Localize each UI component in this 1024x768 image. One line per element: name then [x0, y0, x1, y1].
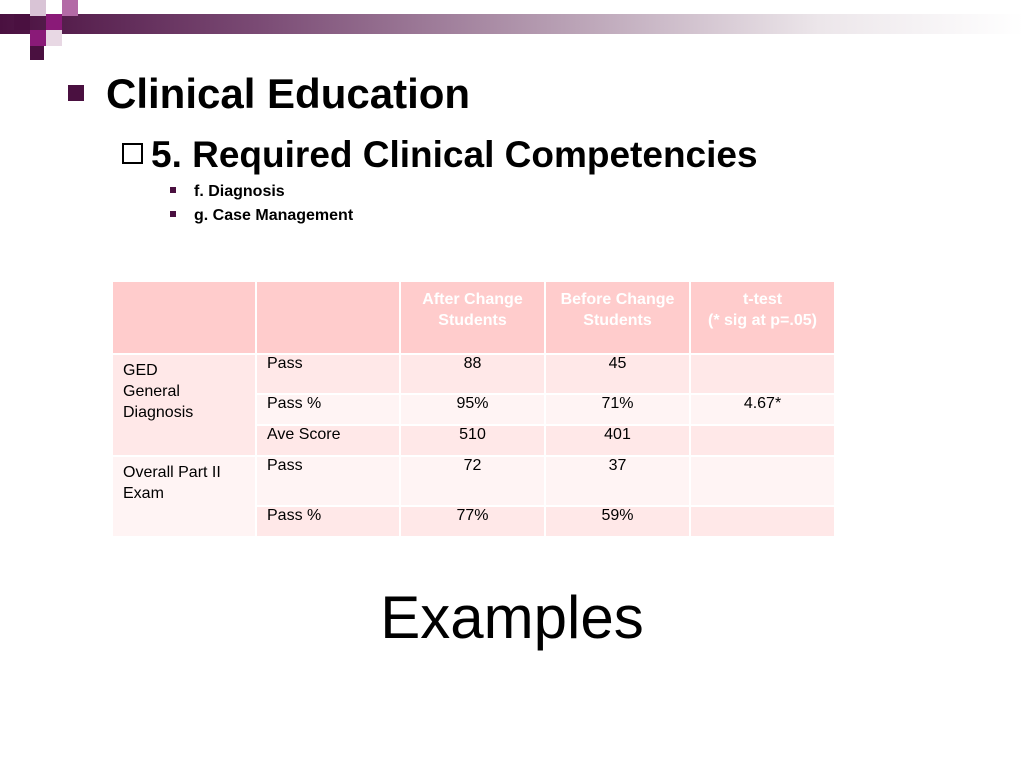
slide-heading-text: Clinical Education: [106, 70, 471, 117]
header-cell-empty: [256, 281, 400, 354]
measure-cell: Pass: [256, 354, 400, 394]
after-value-cell: 88: [400, 354, 545, 394]
header-text: Students: [438, 312, 507, 329]
decorative-square: [30, 0, 46, 16]
after-value-cell: 510: [400, 425, 545, 456]
header-text: t-test: [742, 291, 783, 308]
bullet-point-text: f. Diagnosis: [194, 183, 285, 200]
after-value-cell: 77%: [400, 506, 545, 537]
before-value-cell: 45: [545, 354, 690, 394]
header-text: After Change: [422, 291, 523, 308]
header-t-test: [690, 281, 835, 354]
after-value-cell: 95%: [400, 394, 545, 425]
category-text: Overall Part II: [123, 464, 221, 481]
table-row: [112, 354, 835, 394]
ttest-value-cell: [690, 354, 835, 394]
measure-cell: Pass %: [256, 506, 400, 537]
table-header-row: [112, 281, 835, 354]
header-before-change: [545, 281, 690, 354]
decorative-square: [30, 46, 44, 60]
table-row: [112, 456, 835, 506]
decorative-square: [30, 30, 46, 46]
category-cell: [112, 354, 256, 456]
before-value-cell: 59%: [545, 506, 690, 537]
category-text: Exam: [123, 485, 164, 502]
square-bullet-icon: [68, 85, 84, 101]
measure-cell: Ave Score: [256, 425, 400, 456]
after-value-cell: 72: [400, 456, 545, 506]
measure-cell: Pass: [256, 456, 400, 506]
ttest-value-cell: [690, 456, 835, 506]
bullet-point: [170, 183, 285, 201]
header-text: (* sig at p=.05): [708, 312, 817, 329]
examples-caption: Examples: [380, 584, 644, 651]
category-text: General: [123, 383, 180, 400]
measure-cell: Pass %: [256, 394, 400, 425]
ttest-value-cell: 4.67*: [690, 394, 835, 425]
ttest-value-cell: [690, 425, 835, 456]
category-text: GED: [123, 362, 158, 379]
before-value-cell: 71%: [545, 394, 690, 425]
slide-subheading: [122, 134, 758, 176]
header-after-change: [400, 281, 545, 354]
decorative-square: [46, 30, 62, 46]
decorative-square: [62, 0, 78, 16]
results-table: [111, 280, 836, 538]
category-cell: [112, 456, 256, 537]
decorative-square: [46, 14, 62, 30]
title-band-decoration: [0, 14, 1024, 34]
hollow-square-bullet-icon: [122, 143, 143, 164]
ttest-value-cell: [690, 506, 835, 537]
small-square-bullet-icon: [170, 211, 176, 217]
category-text: Diagnosis: [123, 404, 194, 421]
bullet-point: [170, 207, 353, 225]
before-value-cell: 37: [545, 456, 690, 506]
small-square-bullet-icon: [170, 187, 176, 193]
slide-subheading-text: 5. Required Clinical Competencies: [151, 134, 758, 175]
decorative-square: [14, 14, 30, 30]
header-cell-empty: [112, 281, 256, 354]
before-value-cell: 401: [545, 425, 690, 456]
header-text: Students: [583, 312, 652, 329]
bullet-point-text: g. Case Management: [194, 207, 354, 224]
header-text: Before Change: [560, 291, 675, 308]
slide-heading: [68, 70, 470, 118]
